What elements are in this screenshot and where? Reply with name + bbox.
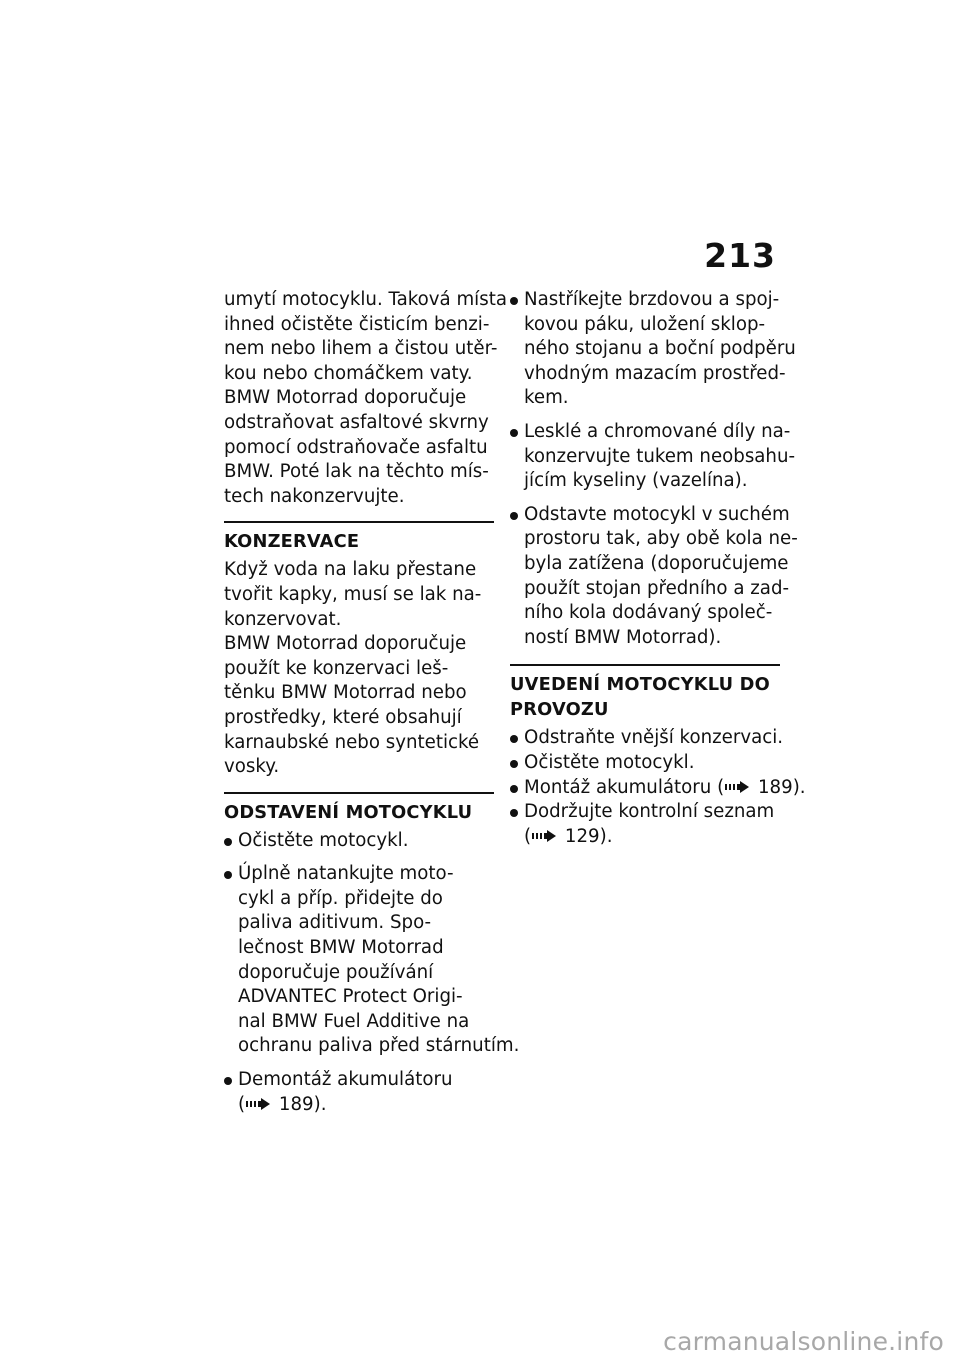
right-column bbox=[510, 288, 806, 849]
bullet-icon bbox=[510, 785, 518, 793]
bullet-icon bbox=[224, 871, 232, 879]
list-item bbox=[510, 776, 806, 801]
bullet-icon bbox=[224, 838, 232, 846]
intro-line: odstraňovat asfaltové skvrny bbox=[224, 411, 489, 433]
section-divider bbox=[510, 664, 780, 666]
arrow-reference-icon bbox=[531, 829, 557, 843]
left-column bbox=[224, 288, 520, 1117]
heading-uvedeni: UVEDENÍ MOTOCYKLU DO PROVOZU bbox=[510, 674, 770, 721]
page-reference[interactable]: ( 129). bbox=[524, 825, 613, 847]
list-item: Očistěte motocykl. bbox=[224, 829, 494, 854]
bullet-icon bbox=[224, 1077, 232, 1085]
bullet-icon bbox=[510, 512, 518, 520]
list-item: Očistěte motocykl. bbox=[510, 751, 780, 776]
intro-line: kou nebo chomáčkem vaty. bbox=[224, 362, 473, 384]
konzervace-line: Když voda na laku přestane bbox=[224, 559, 477, 581]
bullet-icon bbox=[510, 297, 518, 305]
intro-paragraph bbox=[224, 288, 507, 509]
arrow-reference-icon bbox=[724, 780, 750, 794]
intro-line: nem nebo lihem a čistou utěr- bbox=[224, 338, 498, 360]
konzervace-line: karnaubské nebo syntetické bbox=[224, 731, 480, 753]
page-reference[interactable]: Montáž akumulátoru ( 189). bbox=[524, 776, 806, 798]
konzervace-line: konzervovat. bbox=[224, 608, 342, 630]
bullet-icon bbox=[510, 809, 518, 817]
intro-line: BMW Motorrad doporučuje bbox=[224, 387, 467, 409]
konzervace-paragraph bbox=[224, 558, 494, 779]
list-item: Nastříkejte brzdovou a spoj- kovou páku, uložení sklop- ného stojanu a boční podpěru vhodným mazacím prostřed- kem. bbox=[510, 288, 780, 411]
list-item: Odstavte motocykl v suchém prostoru tak, aby obě kola ne- byla zatížena (doporučujeme použít stojan předního a zad- ního kola dodávaný společ- ností BMW Motorrad). bbox=[510, 503, 780, 651]
list-item: Lesklé a chromované díly na- konzervujte tukem neobsahu- jícím kyseliny (vazelína). bbox=[510, 420, 780, 494]
bullet-icon bbox=[510, 735, 518, 743]
arrow-reference-icon bbox=[245, 1097, 271, 1111]
page-number: 213 bbox=[704, 236, 776, 275]
konzervace-line: použít ke konzervaci leš- bbox=[224, 657, 449, 679]
konzervace-line: BMW Motorrad doporučuje bbox=[224, 633, 467, 655]
section-divider bbox=[224, 792, 494, 794]
page-reference[interactable]: ( 189). bbox=[238, 1093, 327, 1115]
intro-line: tech nakonzervujte. bbox=[224, 485, 405, 507]
section-divider bbox=[224, 521, 494, 523]
intro-line: pomocí odstraňovače asfaltu bbox=[224, 436, 488, 458]
intro-line: ihned očistěte čisticím benzi- bbox=[224, 313, 490, 335]
intro-line: BMW. Poté lak na těchto mís- bbox=[224, 461, 489, 483]
heading-odstaveni: ODSTAVENÍ MOTOCYKLU bbox=[224, 801, 473, 823]
list-item: Úplně natankujte moto- cykl a příp. přidejte do paliva aditivum. Spo- lečnost BMW Motorrad doporučuje používání ADVANTEC Protect Origi- nal BMW Fuel Additive na ochranu paliva před stárnutím. bbox=[224, 862, 494, 1059]
konzervace-line: tvořit kapky, musí se lak na- bbox=[224, 583, 482, 605]
list-item: Demontáž akumulátoru ( 189). bbox=[224, 1068, 494, 1117]
konzervace-line: těnku BMW Motorrad nebo bbox=[224, 682, 467, 704]
list-item: Dodržujte kontrolní seznam ( 129). bbox=[510, 800, 780, 849]
heading-konzervace: KONZERVACE bbox=[224, 531, 360, 553]
watermark[interactable]: carmanualsonline.info bbox=[663, 1327, 944, 1356]
list-item: Odstraňte vnější konzervaci. bbox=[510, 726, 780, 751]
konzervace-line: vosky. bbox=[224, 756, 280, 778]
intro-line: umytí motocyklu. Taková místa bbox=[224, 289, 507, 310]
bullet-icon bbox=[510, 760, 518, 768]
bullet-icon bbox=[510, 429, 518, 437]
konzervace-line: prostředky, které obsahují bbox=[224, 706, 462, 728]
